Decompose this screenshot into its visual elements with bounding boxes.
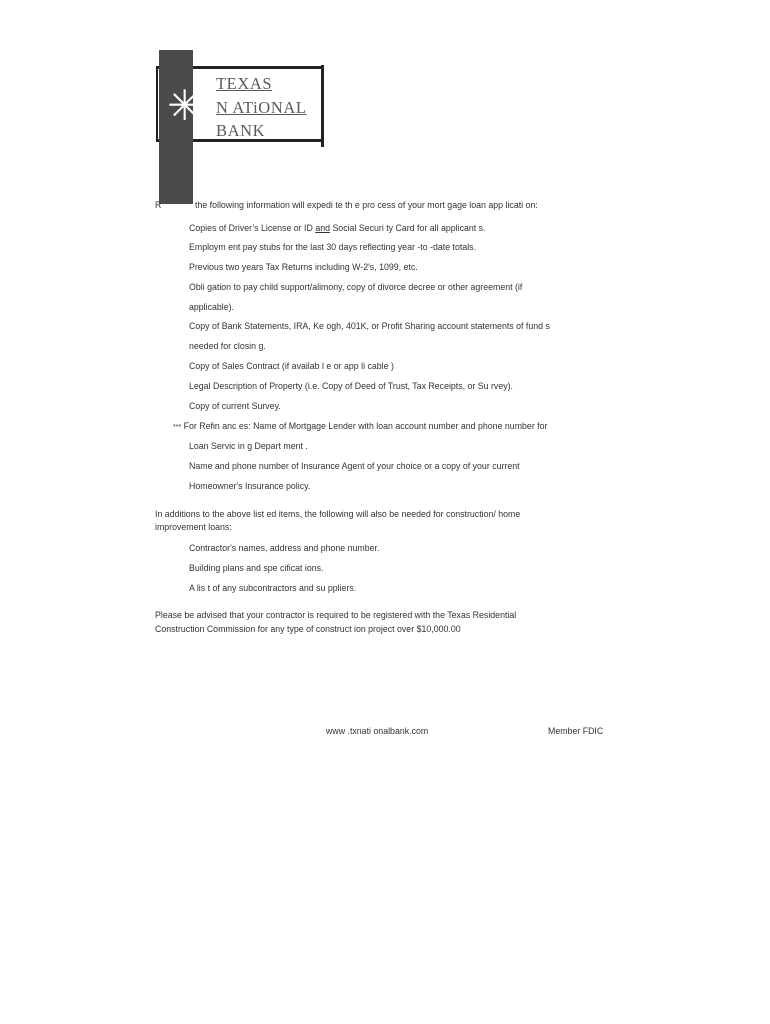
logo-text-bank: BANK (216, 121, 266, 140)
refinance-text: For Refin anc es: Name of Mortgage Lender with loan account number and phone number for (183, 421, 548, 431)
list-item-text: Social Securi ty Card for all applicant s. (330, 223, 486, 233)
list-item: Contractor's names, address and phone number. (189, 543, 380, 553)
advisory-line: Construction Commission for any type of construct ion project over $10,000.00 (155, 624, 461, 634)
list-item-text: Copies of Driver’s License or ID (189, 223, 316, 233)
refinance-line (173, 421, 547, 431)
advisory-line: Please be advised that your contractor is required to be registered with the Texas Residential (155, 610, 517, 620)
list-item-continuation: Loan Servic in g Depart ment . (189, 441, 308, 451)
list-item-continuation: needed for closin g. (189, 341, 266, 351)
list-item: Copy of current Survey. (189, 401, 281, 411)
list-item: Copy of Sales Contract (if availab l e or app li cable ) (189, 361, 394, 371)
list-item: Employm ent pay stubs for the last 30 days reflecting year -to -date totals. (189, 242, 477, 252)
list-item-continuation: Homeowner's Insurance policy. (189, 481, 311, 491)
footer-member-fdic: Member FDIC (548, 726, 604, 736)
list-item: Building plans and spe cificat ions. (189, 563, 324, 573)
list-item: A lis t of any subcontractors and su ppliers. (189, 583, 357, 593)
list-item-continuation: applicable). (189, 302, 234, 312)
logo-text-national: N ATiONAL (216, 98, 307, 117)
footer-website: www .txnati onalbank.com (326, 726, 429, 736)
intro-line (155, 200, 538, 210)
list-item: Legal Description of Property (i.e. Copy of Deed of Trust, Tax Receipts, or Su rvey). (189, 381, 513, 391)
list-item: Obli gation to pay child support/alimony, copy of divorce decree or other agreement (if (189, 282, 523, 292)
list-item: Copy of Bank Statements, IRA, Ke ogh, 401K, or Profit Sharing account statements of fund s (189, 321, 550, 331)
logo-text-texas: TEXAS (216, 74, 273, 93)
construction-intro-line: improvement loans: (155, 522, 232, 532)
list-item: Name and phone number of Insurance Agent of your choice or a copy of your current (189, 461, 520, 471)
list-item-id (189, 223, 485, 233)
intro-prefix: R (155, 200, 162, 210)
refinance-stars: *** (173, 424, 182, 431)
intro-text: the following information will expedi te th e pro cess of your mort gage loan app licati on: (195, 200, 538, 210)
list-item: Previous two years Tax Returns including W-2's, 1099, etc. (189, 262, 418, 272)
construction-intro-line: In additions to the above list ed items, the following will also be needed for construction/ home (155, 509, 521, 519)
list-item-emphasis: and (315, 223, 330, 233)
star-icon: ✳ (167, 81, 203, 130)
